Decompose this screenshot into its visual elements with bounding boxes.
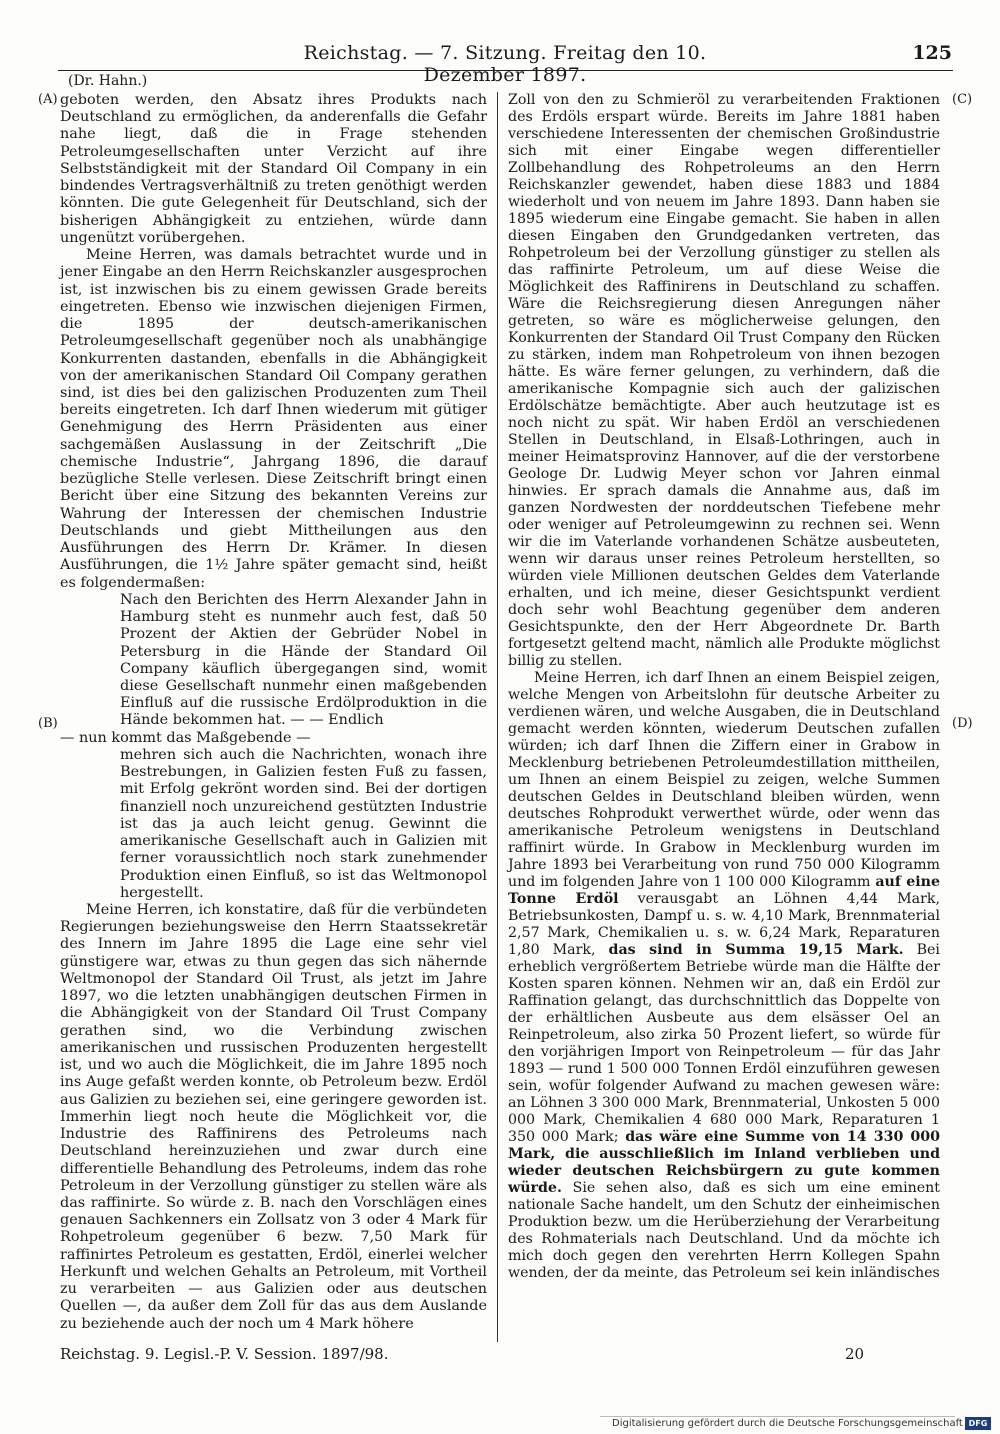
footer-rule	[600, 1416, 955, 1417]
page-number: 125	[912, 42, 952, 64]
right-paragraph-2	[508, 670, 940, 1282]
right-paragraph-1: Zoll von den zu Schmieröl zu verarbeitenden Fraktionen des Erdöls erspart würde. Bereits im Jahre 1881 haben verschiedene Interessenten der chemischen Großindustrie sich mit einer Eingabe wegen differentieller Zollbehandlung des Rohpetroleums an den Herrn Reichskanzler gewendet, haben diese 1883 und 1884 wiederholt und von neuem im Jahre 1893. Dann haben sie 1895 wiederum eine Eingabe gemacht. Sie haben in allen diesen Eingaben den Grundgedanken vertreten, das Rohpetroleum bei der Verzollung günstiger zu stellen als das raffinirte Petroleum, um auf diese Weise die Möglichkeit des Raffinirens in Deutschland zu schaffen. Wäre die Reichsregierung diesen Anregungen näher getreten, so wäre es möglicherweise gelungen, den Konkurrenten der Standard Oil Trust Company den Rücken zu stärken, indem man Rohpetroleum von ihnen bezogen hätte. Es wäre ferner gelungen, zu verhindern, daß die amerikanische Kompagnie sich auch der galizischen Erdölschätze bemächtigte. Aber auch heutzutage ist es noch nicht zu spät. Wir haben Erdöl an verschiedenen Stellen in Deutschland, in Elsaß-Lothringen, auch in meiner Heimatsprovinz Hannover, auf die der verstorbene Geologe Dr. Ludwig Meyer schon vor Jahren einmal hinwies. Er sprach damals die Annahme aus, daß im ganzen Nordwesten der norddeutschen Tiefebene mehr oder weniger auf Petroleumgewinn zu rechnen sei. Wenn wir die im Vaterlande vorhandenen Schätze ausbeuteten, wenn wir daraus unser reines Petroleum herstellten, so würden viele Millionen deutschen Geldes dem Vaterlande erhalten, und ich meine, dieser Gesichtspunkt verdient doch sehr wohl Beachtung gegenüber dem anderen Gesichtspunkte, den der Herr Abgeordnete Dr. Barth fortgesetzt geltend macht, nämlich alle Produkte möglichst billig zu stellen.	[508, 92, 940, 669]
margin-marker-c: (C)	[952, 92, 973, 107]
left-column	[60, 92, 487, 1333]
left-quote-dash: — nun kommt das Maßgebende —	[60, 729, 311, 746]
right-p2-text-a: Meine Herren, ich darf Ihnen an einem Beispiel zeigen, welche Mengen von Arbeitslohn für deutsche Arbeiter zu verdienen wären, und welche Ausgaben, die in Deutschland gemacht werden könnten, wiederum Deutschen zufallen würden; ich darf Ihnen die Ziffern einer in Grabow in Mecklenburg betriebenen Petroleumdestillation mittheilen, um Ihnen an einem Beispiel zu zeigen, welche Summen deutschen Geldes in Deutschland bleiben würden, wenn deutsches Rohprodukt verwerthet würde, oder wenn das amerikanische Petroleum wenigstens in Deutschland raffinirt würde. In Grabow in Mecklenburg wurden im Jahre 1893 bei Verarbeitung von rund 750 000 Kilogramm und im folgenden Jahre von 1 100 000 Kilogramm	[508, 670, 940, 890]
header-rule	[58, 70, 953, 71]
margin-marker-d: (D)	[952, 716, 973, 731]
left-paragraph-1: geboten werden, den Absatz ihres Produkts nach Deutschland zu ermöglichen, da anderenfalls die Gefahr nahe liegt, daß die in Frage stehenden Petroleumgesellschaften unter Verzicht auf ihre Selbstständigkeit mit der Standard Oil Company in ein bindendes Vertragsverhältniß zu treten genöthigt werden könnten. Die gute Gelegenheit für Deutschland, sich der bisherigen Abhängigkeit zu entziehen, würde dann ungenützt vorübergehen.	[60, 92, 487, 246]
right-p2-text-g: Sie sehen also, daß es sich um eine eminent nationale Sache handelt, um den Schutz der einheimischen Produktion bezw. um die Herüberziehung der Verarbeitung des Rohmaterials nach Deutschland. Und da möchte ich mich doch gegen den verehrten Herrn Kollegen Spahn wenden, der da meinte, das Petroleum sei kein inländisches	[508, 1180, 940, 1281]
right-p2-text-c: verausgabt an Löhnen 4,44 Mark, Betriebsunkosten, Dampf u. s. w. 4,10 Mark, Brennmaterial 2,57 Mark, Chemikalien u. s. w. 6,24 Mark, Reparaturen 1,80 Mark,	[508, 891, 940, 958]
right-p2-bold-f: das wäre eine Summe von 14 330 000 Mark, die ausschließlich im Inland verblieben und wieder deutschen Reichsbürgern zu gute kommen würde.	[508, 1129, 941, 1196]
footer-left: Reichstag. 9. Legisl.-P. V. Session. 1897/98.	[60, 1345, 389, 1363]
column-divider	[497, 92, 498, 1342]
dfg-logo: DFG	[965, 1417, 991, 1430]
margin-marker-b: (B)	[38, 716, 58, 731]
footer-sheet-number: 20	[845, 1345, 865, 1363]
right-p2-text-e: Bei erheblich vergrößertem Betriebe würde man die Hälfte der Kosten sparen können. Nehmen wir an, daß ein Erdöl zur Raffination gelangt, das durchschnittlich das Doppelte von der erhältlichen Ausbeute aus dem elsässer Oel an Reinpetroleum, also zirka 50 Prozent liefert, so würde für den vorjährigen Import von Reinpetroleum — für das Jahr 1893 — rund 1 500 000 Tonnen Erdöl einzuführen gewesen sein, wofür folgender Aufwand zu machen gewesen wäre: an Löhnen 3 300 000 Mark, Brennmaterial, Unkosten 5 000 000 Mark, Chemikalien 4 680 000 Mark, Reparaturen 1 350 000 Mark;	[508, 942, 940, 1145]
page-header-title: Reichstag. — 7. Sitzung. Freitag den 10. Dezember 1897.	[303, 42, 707, 86]
left-quote-1: Nach den Berichten des Herrn Alexander Jahn in Hamburg steht es nunmehr auch fest, daß 50 Prozent der Aktien der Gebrüder Nobel in Petersburg in die Hände der Standard Oil Company käuflich übergegangen sind, womit diese Gesellschaft nunmehr einen maßgebenden Einfluß auf die russische Erdölproduktion in die Hände bekommen hat. — — Endlich	[120, 591, 487, 729]
left-paragraph-2: Meine Herren, was damals betrachtet wurde und in jener Eingabe an den Herrn Reichskanzler ausgesprochen ist, ist inzwischen bis zu einem gewissen Grade bereits eingetreten. Ebenso wie inzwischen diejenigen Firmen, die 1895 der deutsch-amerikanischen Petroleumgesellschaft gegenüber noch als unabhängige Konkurrenten dastanden, ebenfalls in die Abhängigkeit von der amerikanischen Standard Oil Company gerathen sind, ist dies bei den galizischen Produzenten zum Theil bereits eingetreten. Ich darf Ihnen wiederum mit gütiger Genehmigung des Herrn Präsidenten aus einer sachgemäßen Auslassung in der Zeitschrift „Die chemische Industrie“, Jahrgang 1896, die darauf bezügliche Stelle verlesen. Diese Zeitschrift bringt einen Bericht über eine Sitzung des bekannten Vereins zur Wahrung der Interessen der chemischen Industrie Deutschlands und giebt Mittheilungen aus den Ausführungen des Herrn Dr. Krämer. In diesen Ausführungen, die 1½ Jahre später gemacht sind, heißt es folgendermaßen:	[60, 247, 487, 591]
margin-marker-a: (A)	[38, 92, 58, 107]
speaker-label: (Dr. Hahn.)	[68, 73, 148, 89]
digitization-credit: Digitalisierung gefördert durch die Deutsche Forschungsgemeinschaft	[612, 1418, 963, 1429]
left-paragraph-3: Meine Herren, ich konstatire, daß für die verbündeten Regierungen beziehungsweise den Herrn Staatssekretär des Innern im Jahre 1895 die Lage eine sehr viel günstigere war, etwas zu thun gegen das sich nähernde Weltmonopol der Standard Oil Trust, als jetzt im Jahre 1897, wo die letzten unabhängigen deutschen Firmen in die Abhängigkeit von der Standard Oil Trust Company gerathen sind, wo die Verbindung zwischen amerikanischen und russischen Produzenten hergestellt ist, und wo auch die Möglichkeit, die im Jahre 1895 noch ins Auge gefaßt werden konnte, ob Petroleum bezw. Erdöl aus Galizien zu beziehen sei, eine geringere geworden ist. Immerhin liegt noch heute die Möglichkeit vor, die Industrie des Raffinirens des Petroleums nach Deutschland hereinzuziehen und zwar durch eine differentielle Behandlung des Petroleums, indem das rohe Petroleum in der Verzollung günstiger zu stellen wäre als das raffinirte. So würde z. B. nach den Vorschlägen eines genauen Sachkenners ein Zollsatz von 3 oder 4 Mark für Rohpetroleum gegenüber 6 bezw. 7,50 Mark für raffinirtes Petroleum es gestatten, Erdöl, einerlei welcher Herkunft und welchen Gehalts an Petroleum, mit Vortheil zu verarbeiten — aus Galizien oder aus deutschen Quellen —, da außer dem Zoll für das aus dem Auslande zu beziehende auch der noch um 4 Mark höhere	[60, 902, 487, 1332]
left-quote-2: mehren sich auch die Nachrichten, wonach ihre Bestrebungen, in Galizien festen Fuß zu fassen, mit Erfolg gekrönt worden sind. Bei der dortigen finanziell noch unzureichend gestützten Industrie ist das ja auch leicht genug. Gewinnt die amerikanische Gesellschaft auch in Galizien mit ferner voraussichtlich noch stark zunehmender Produktion einen Einfluß, so ist das Weltmonopol hergestellt.	[120, 746, 487, 901]
right-column	[508, 92, 940, 1282]
right-p2-bold-d: das sind in Summa 19,15 Mark.	[608, 942, 904, 958]
right-p2-bold-b: auf eine Tonne Erdöl	[508, 874, 941, 907]
